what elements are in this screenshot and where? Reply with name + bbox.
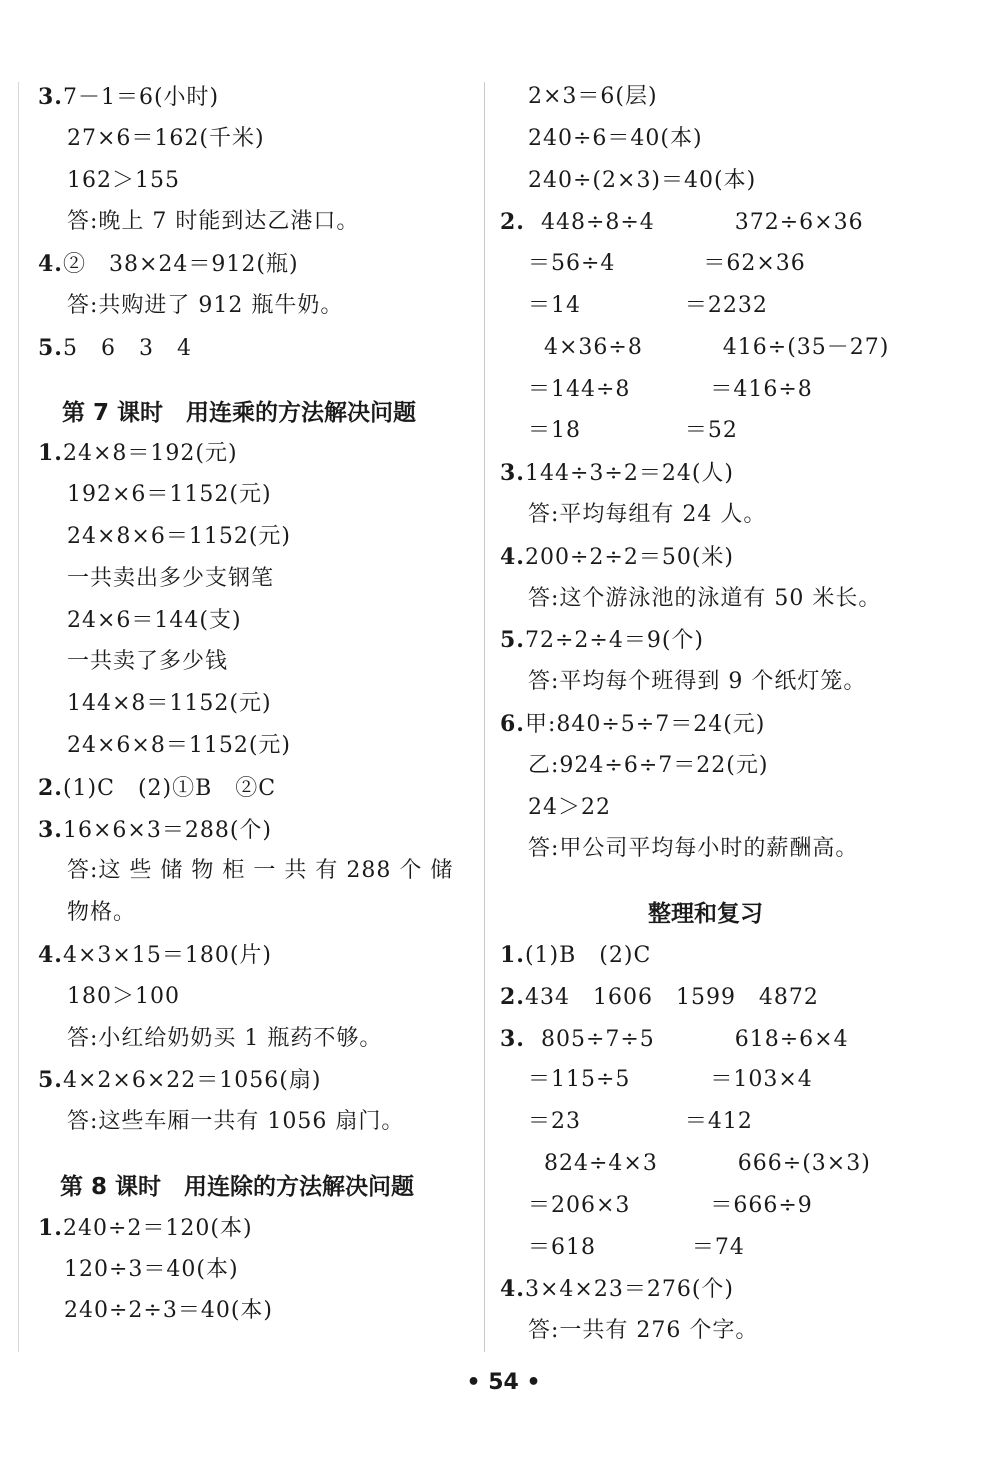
question-line (38, 82, 219, 113)
question-line (500, 458, 734, 489)
answer-line (67, 166, 180, 196)
question-number: 1. (500, 942, 525, 968)
answer-line (528, 1107, 753, 1137)
line-text: 答:平均每组有 24 人。 (528, 502, 767, 527)
question-line (500, 542, 734, 573)
question-number: 6. (500, 711, 525, 737)
line-text: 乙:924÷6÷7＝22(元) (528, 752, 769, 778)
line-text: 答:平均每个班得到 9 个纸灯笼。 (528, 669, 867, 695)
review-title: 整理和复习 (648, 901, 763, 928)
line-text: 5 6 3 4 (62, 335, 192, 361)
line-text: ＝144÷8 ＝416÷8 (528, 376, 813, 402)
answer-line (67, 606, 242, 636)
answer-line (528, 1316, 758, 1346)
question-number: 3. (38, 84, 63, 110)
question-number: 2. (500, 209, 525, 236)
answer-line (67, 207, 359, 237)
line-text: 4×3×15＝180(片) (62, 943, 272, 968)
line-text: 144÷3÷2＝24(人) (524, 461, 734, 487)
line-text: 120÷3＝40(本) (64, 1256, 239, 1282)
answer-line (67, 898, 136, 928)
answer-line (528, 584, 881, 614)
line-text: ② 38×24＝912(瓶) (62, 252, 299, 278)
answer-line (528, 82, 658, 112)
answer-line (67, 1024, 382, 1054)
line-text: 3×4×23＝276(个) (524, 1277, 734, 1303)
line-text: 24×8＝192(元) (62, 441, 238, 467)
answer-line (67, 731, 291, 761)
line-text: 434 1606 1599 4872 (524, 984, 819, 1010)
answer-line (528, 375, 813, 405)
line-text: 805÷7÷5 618÷6×4 (524, 1026, 849, 1052)
line-text: ＝23 ＝412 (528, 1109, 753, 1135)
question-line (500, 625, 704, 656)
question-number: 4. (500, 1276, 525, 1303)
answer-line (528, 1191, 813, 1221)
answer-line (67, 647, 228, 677)
answer-line (67, 982, 180, 1012)
line-text: 824÷4×3 666÷(3×3) (528, 1151, 871, 1176)
line-text: 240÷2＝120(本) (62, 1215, 253, 1241)
answer-line (528, 793, 611, 823)
line-text: 答:小红给奶奶买 1 瓶药不够。 (67, 1025, 383, 1051)
line-text: 答:这些车厢一共有 1056 扇门。 (67, 1109, 405, 1135)
page-number: • 54 • (466, 1370, 541, 1395)
line-text: 448÷8÷4 372÷6×36 (524, 210, 864, 236)
answer-line (67, 124, 265, 154)
answer-line (528, 1233, 745, 1263)
answer-line (64, 1296, 273, 1326)
line-text: 4×36÷8 416÷(35－27) (528, 334, 890, 360)
question-line (500, 1024, 849, 1055)
question-line (38, 1213, 253, 1244)
question-number: 4. (38, 251, 63, 278)
question-number: 5. (38, 1067, 63, 1094)
line-text: 24＞22 (528, 794, 611, 820)
answer-line (528, 834, 858, 864)
question-number: 1. (38, 440, 63, 467)
line-text: (1)B (2)C (524, 943, 652, 968)
line-text: 一共卖了多少钱 (67, 649, 229, 675)
answer-line (528, 291, 768, 321)
question-number: 3. (500, 460, 525, 487)
line-text: 24×8×6＝1152(元) (67, 524, 292, 549)
line-text: 144×8＝1152(元) (67, 691, 272, 717)
question-number: 5. (38, 334, 63, 361)
line-text: 答:这 些 储 物 柜 一 共 有 288 个 储 (67, 858, 454, 884)
answer-line (528, 500, 766, 530)
line-text: 162＞155 (67, 167, 180, 193)
question-line (38, 249, 299, 280)
question-number: 3. (38, 816, 63, 843)
question-number: 5. (500, 627, 525, 654)
line-text: 甲:840÷5÷7＝24(元) (524, 712, 766, 737)
answer-line (67, 480, 272, 510)
line-text: 192×6＝1152(元) (67, 482, 272, 508)
line-text: 16×6×3＝288(个) (62, 817, 272, 843)
question-line (38, 815, 272, 846)
line-text: 7－1＝6(小时) (62, 85, 220, 110)
answer-line (64, 1255, 239, 1285)
line-text: 答:共购进了 912 瓶牛奶。 (67, 293, 344, 318)
question-line (38, 773, 276, 804)
answer-line (528, 1065, 813, 1095)
line-text: 答:这个游泳池的泳道有 50 米长。 (528, 585, 882, 611)
line-text: 240÷(2×3)＝40(本) (528, 167, 757, 193)
answer-line (528, 249, 806, 279)
answer-line (528, 124, 703, 154)
line-text: 物格。 (67, 900, 137, 926)
line-text: 27×6＝162(千米) (67, 125, 265, 151)
question-number: 4. (500, 543, 525, 570)
line-text: ＝206×3 ＝666÷9 (528, 1192, 813, 1218)
answer-line (67, 291, 343, 321)
question-line (500, 982, 819, 1013)
answer-line (67, 1107, 404, 1137)
line-text: 答:一共有 276 个字。 (528, 1318, 759, 1344)
line-text: (1)C (2)①B ②C (62, 775, 277, 801)
answer-line (67, 689, 272, 719)
question-number: 4. (38, 942, 63, 968)
line-text: 240÷2÷3＝40(本) (64, 1298, 274, 1324)
answer-line (67, 522, 291, 552)
question-line (38, 940, 272, 971)
line-text: 答:甲公司平均每小时的薪酬高。 (528, 836, 859, 862)
answer-line (67, 564, 274, 594)
line-text: ＝618 ＝74 (528, 1234, 745, 1260)
lesson-8-title: 第 8 课时 用连除的方法解决问题 (60, 1174, 415, 1200)
question-number: 2. (38, 774, 63, 801)
line-text: 200÷2÷2＝50(米) (524, 544, 734, 570)
answer-line (528, 166, 756, 196)
line-text: 24×6×8＝1152(元) (67, 733, 292, 758)
answer-line (528, 416, 738, 446)
question-line (38, 438, 238, 469)
question-number: 1. (38, 1214, 63, 1241)
question-number: 2. (500, 983, 525, 1010)
answer-line (528, 751, 768, 781)
line-text: 答:晚上 7 时能到达乙港口。 (67, 209, 360, 235)
line-text: ＝14 ＝2232 (528, 293, 768, 318)
question-line (38, 333, 192, 364)
line-text: 一共卖出多少支钢笔 (67, 565, 275, 591)
line-text: ＝115÷5 ＝103×4 (528, 1067, 813, 1093)
line-text: 4×2×6×22＝1056(扇) (62, 1068, 322, 1094)
lesson-7-title: 第 7 课时 用连乘的方法解决问题 (62, 399, 417, 426)
question-line (500, 709, 765, 740)
question-line (500, 207, 864, 238)
line-text: 240÷6＝40(本) (528, 125, 703, 151)
question-number: 3. (500, 1025, 525, 1052)
column-divider (484, 82, 485, 1352)
answer-line (528, 1149, 871, 1179)
question-line (500, 1274, 734, 1305)
line-text: ＝18 ＝52 (528, 418, 738, 444)
question-line (500, 940, 651, 971)
question-line (38, 1065, 321, 1096)
line-text: 24×6＝144(支) (67, 607, 242, 633)
line-text: 2×3＝6(层) (528, 84, 658, 109)
answer-line (67, 856, 453, 886)
answer-line (528, 667, 866, 697)
left-margin-rule (18, 82, 19, 1352)
line-text: 72÷2÷4＝9(个) (524, 628, 704, 654)
line-text: 180＞100 (67, 983, 180, 1009)
answer-line (528, 333, 889, 363)
line-text: ＝56÷4 ＝62×36 (528, 251, 806, 277)
